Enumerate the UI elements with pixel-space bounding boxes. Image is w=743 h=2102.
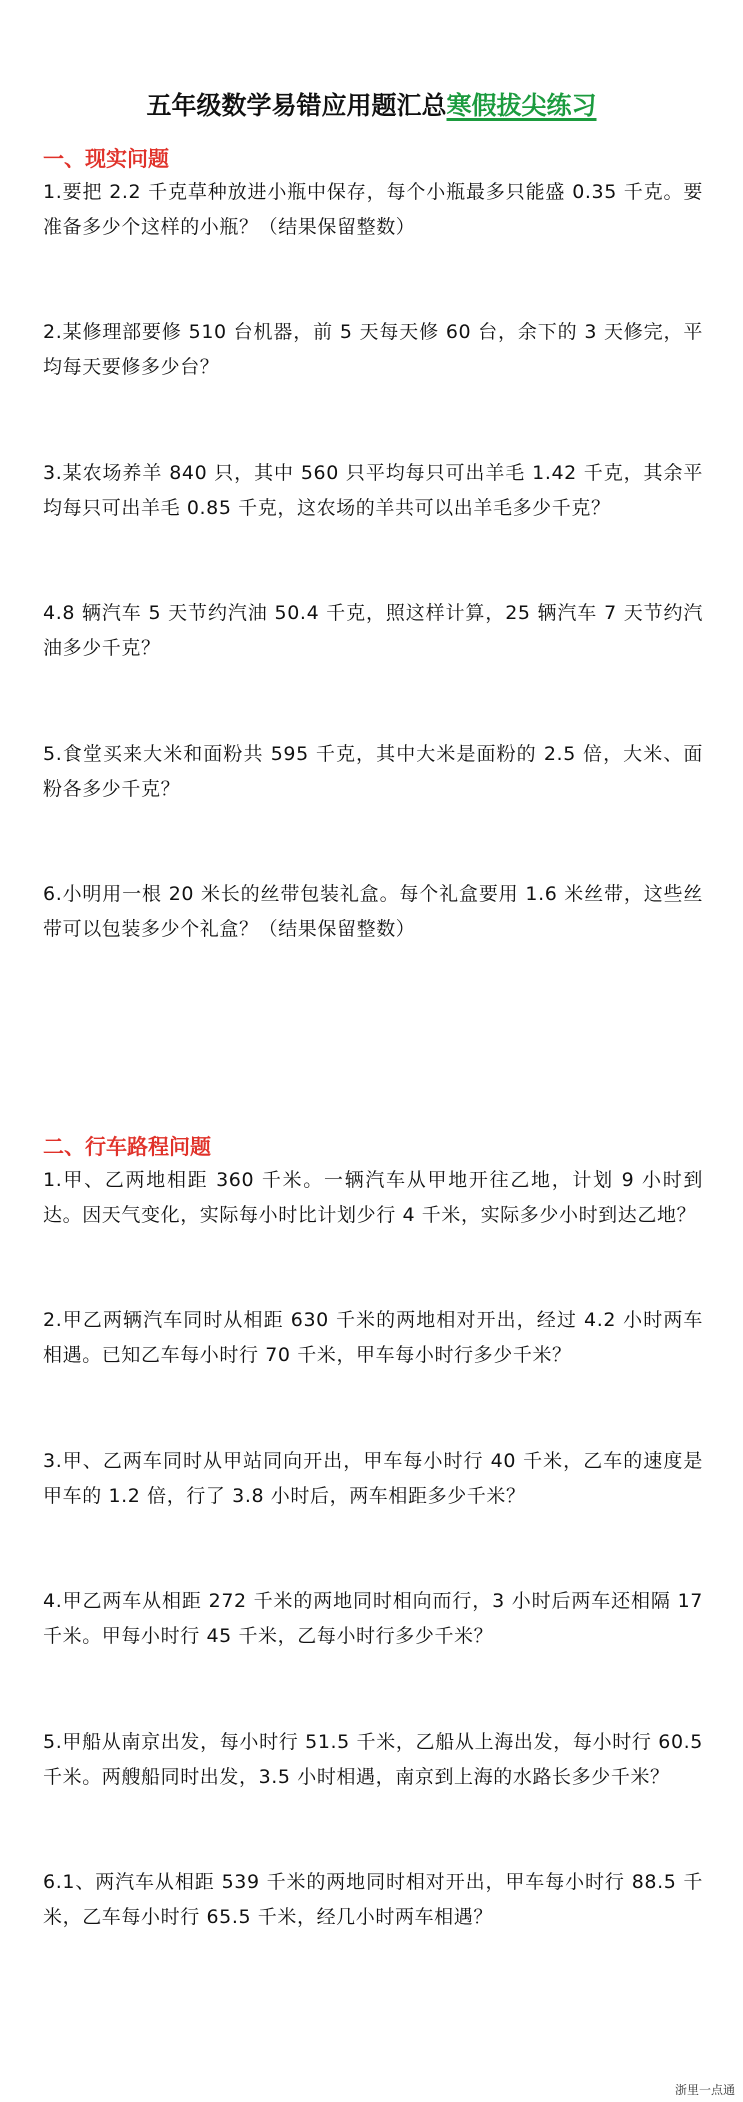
question-1-4: 4.8 辆汽车 5 天节约汽油 50.4 千克，照这样计算，25 辆汽车 7 天节约汽油多少千克？ (43, 602, 703, 659)
question-1-5: 5.食堂买来大米和面粉共 595 千克，其中大米是面粉的 2.5 倍，大米、面粉各多少千克？ (43, 743, 703, 800)
question-2-5: 5.甲船从南京出发，每小时行 51.5 千米，乙船从上海出发，每小时行 60.5 千米。两艘船同时出发，3.5 小时相遇，南京到上海的水路长多少千米？ (43, 1731, 703, 1788)
question-2-3: 3.甲、乙两车同时从甲站同向开出，甲车每小时行 40 千米，乙车的速度是甲车的 1.2 倍，行了 3.8 小时后，两车相距多少千米？ (43, 1450, 703, 1507)
question-1-2: 2.某修理部要修 510 台机器，前 5 天每天修 60 台，余下的 3 天修完，平均每天要修多少台？ (43, 321, 703, 378)
question-2-4: 4.甲乙两车从相距 272 千米的两地同时相向而行，3 小时后两车还相隔 17 千米。甲每小时行 45 千米，乙每小时行多少千米？ (43, 1590, 703, 1647)
title-highlight: 寒假拔尖练习 (446, 91, 597, 120)
title-main: 五年级数学易错应用题汇总 (146, 91, 447, 120)
page-title (0, 86, 743, 122)
section-heading-realistic-problems: 一、现实问题 (43, 147, 169, 171)
question-1-3: 3.某农场养羊 840 只，其中 560 只平均每只可出羊毛 1.42 千克，其余平均每只可出羊毛 0.85 千克，这农场的羊共可以出羊毛多少千克？ (43, 462, 703, 519)
question-1-1: 1.要把 2.2 千克草种放进小瓶中保存，每个小瓶最多只能盛 0.35 千克。要准备多少个这样的小瓶？（结果保留整数） (43, 181, 703, 238)
footer-watermark: 浙里一点通 (674, 2083, 735, 2097)
section-heading-travel-distance-problems: 二、行车路程问题 (43, 1135, 211, 1159)
question-2-2: 2.甲乙两辆汽车同时从相距 630 千米的两地相对开出，经过 4.2 小时两车相遇。已知乙车每小时行 70 千米，甲车每小时行多少千米？ (43, 1309, 703, 1366)
question-1-6: 6.小明用一根 20 米长的丝带包装礼盒。每个礼盒要用 1.6 米丝带，这些丝带可以包装多少个礼盒？（结果保留整数） (43, 883, 703, 940)
question-2-1: 1.甲、乙两地相距 360 千米。一辆汽车从甲地开往乙地，计划 9 小时到达。因天气变化，实际每小时比计划少行 4 千米，实际多少小时到达乙地？ (43, 1169, 703, 1226)
question-2-6: 6.1、两汽车从相距 539 千米的两地同时相对开出，甲车每小时行 88.5 千米，乙车每小时行 65.5 千米，经几小时两车相遇？ (43, 1871, 703, 1928)
